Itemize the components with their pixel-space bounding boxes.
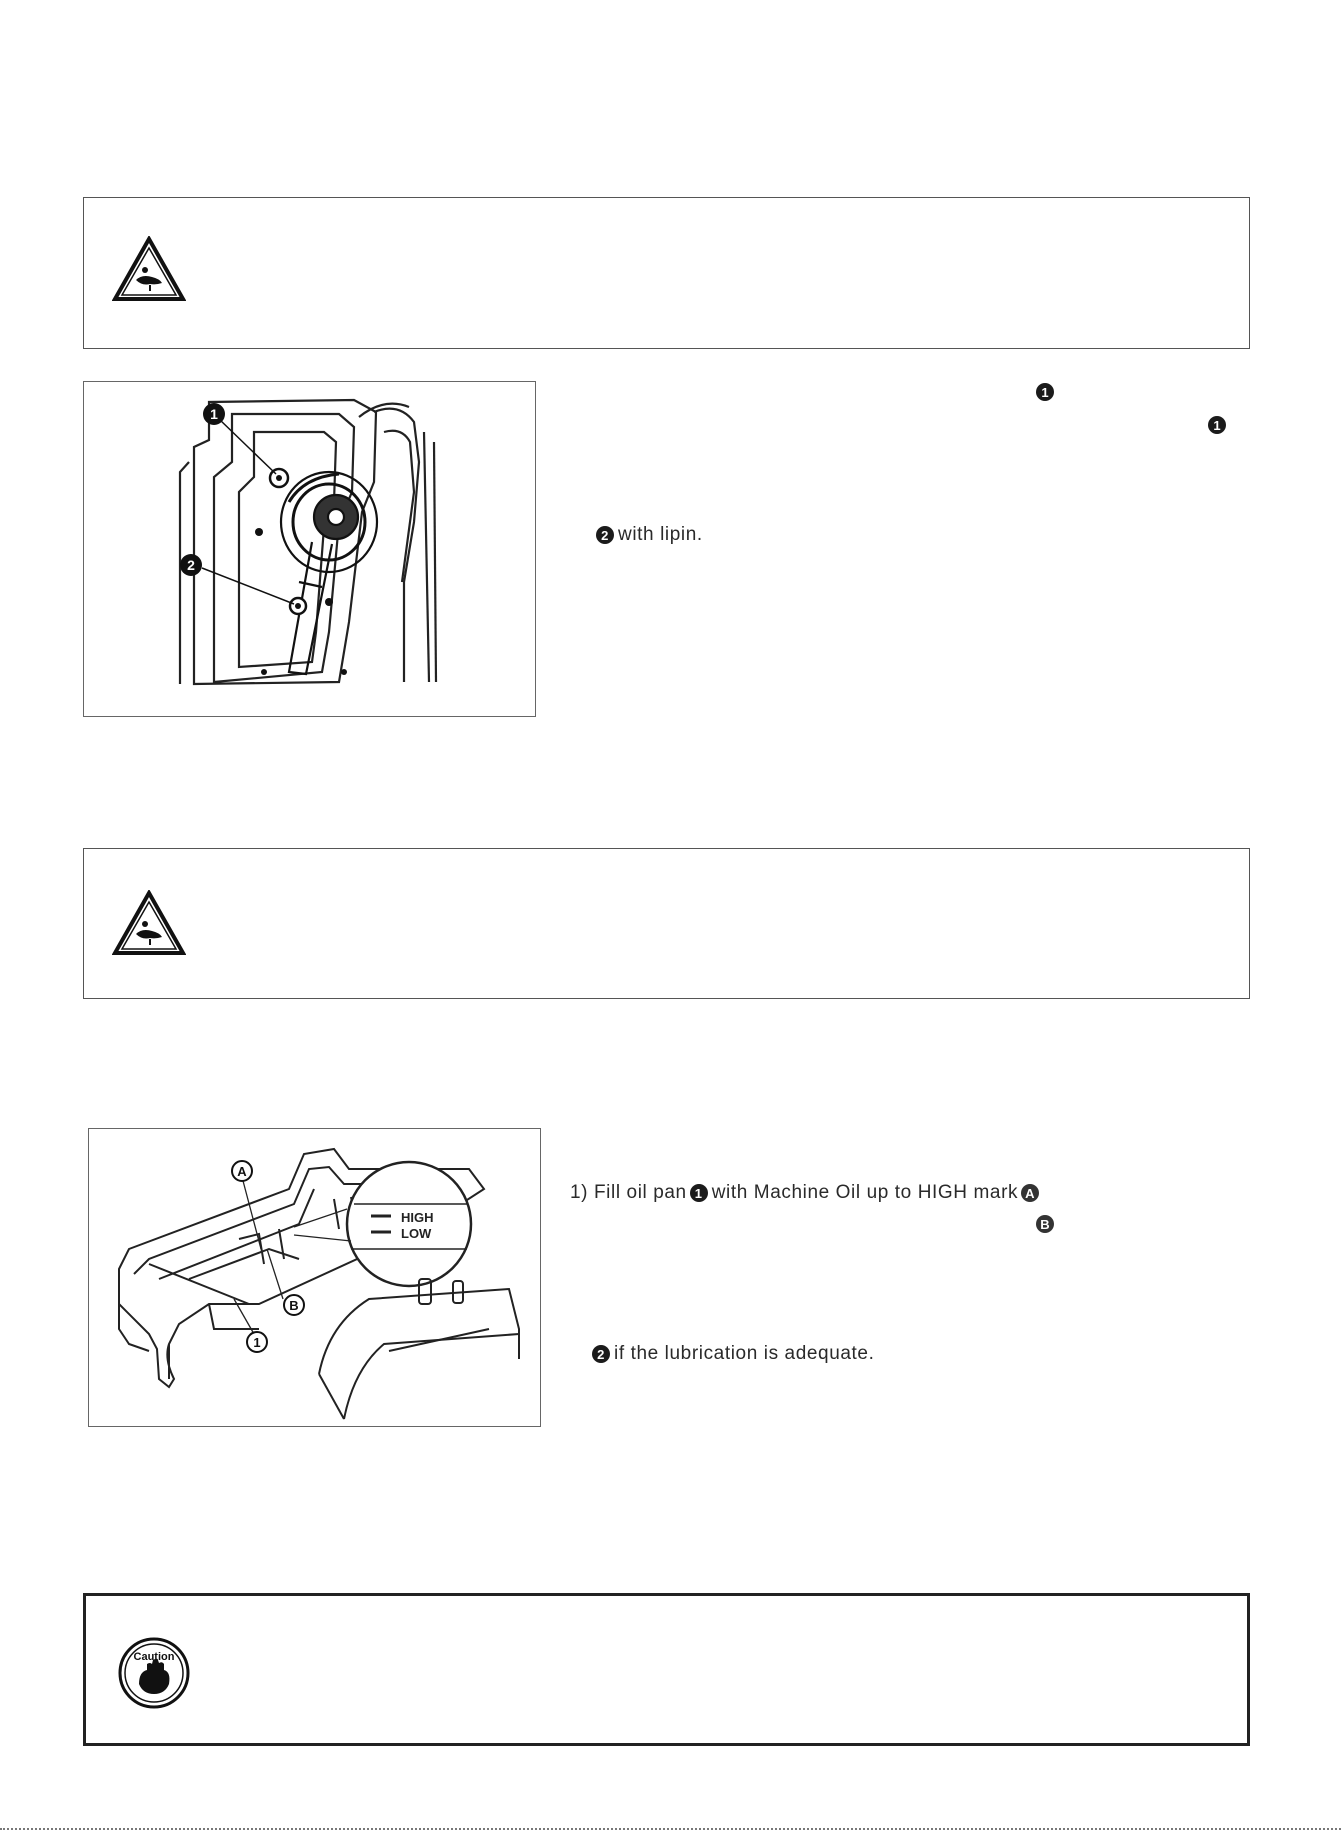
marker-2-lubrication: 2 [592,1345,610,1363]
svg-text:1: 1 [210,406,218,422]
low-mark-label: LOW [401,1226,432,1241]
figure-1-drawing [84,382,535,716]
marker-high-a: A [1021,1184,1039,1202]
hazard-triangle-hand-icon [112,890,186,956]
step-1-prefix: 1) Fill oil pan [570,1182,687,1203]
step-1-text [570,1182,1039,1204]
caution-hand-icon [117,1636,191,1710]
bottom-dotted-rule [0,1828,1341,1830]
lubrication-adequate-text: if the lubrication is adequate. [614,1343,875,1364]
svg-text:A: A [237,1164,247,1179]
figure-1-callout-1 [203,403,225,425]
hazard-triangle-hand-icon [112,236,186,302]
lubrication-text [592,1343,874,1365]
figure-2-callout-1 [247,1332,267,1352]
high-mark-label: HIGH [401,1210,434,1225]
figure-1-callout-2 [180,554,202,576]
step-1-middle: with Machine Oil up to HIGH mark [711,1182,1019,1203]
figure-2-oil-pan [88,1128,541,1427]
marker-1-b: 1 [1208,416,1226,434]
marker-2: 2 [596,526,614,544]
svg-text:1: 1 [253,1335,261,1350]
text-line-with-lipin [596,524,703,546]
figure-1-eccentric-mechanism [83,381,536,717]
marker-oil-pan-1: 1 [690,1184,708,1202]
svg-text:2: 2 [187,557,195,573]
warning-box-1 [83,197,1250,349]
warning-box-2 [83,848,1250,999]
caution-icon-label: Caution [133,1651,175,1663]
svg-text:B: B [289,1298,299,1313]
marker-1-a: 1 [1036,383,1054,401]
figure-2-drawing [89,1129,540,1426]
caution-box [83,1593,1250,1746]
figure-2-callout-b [284,1295,304,1315]
marker-low-b: B [1036,1215,1054,1233]
with-lipin-text: with lipin. [618,524,703,545]
figure-2-callout-a [232,1161,252,1181]
